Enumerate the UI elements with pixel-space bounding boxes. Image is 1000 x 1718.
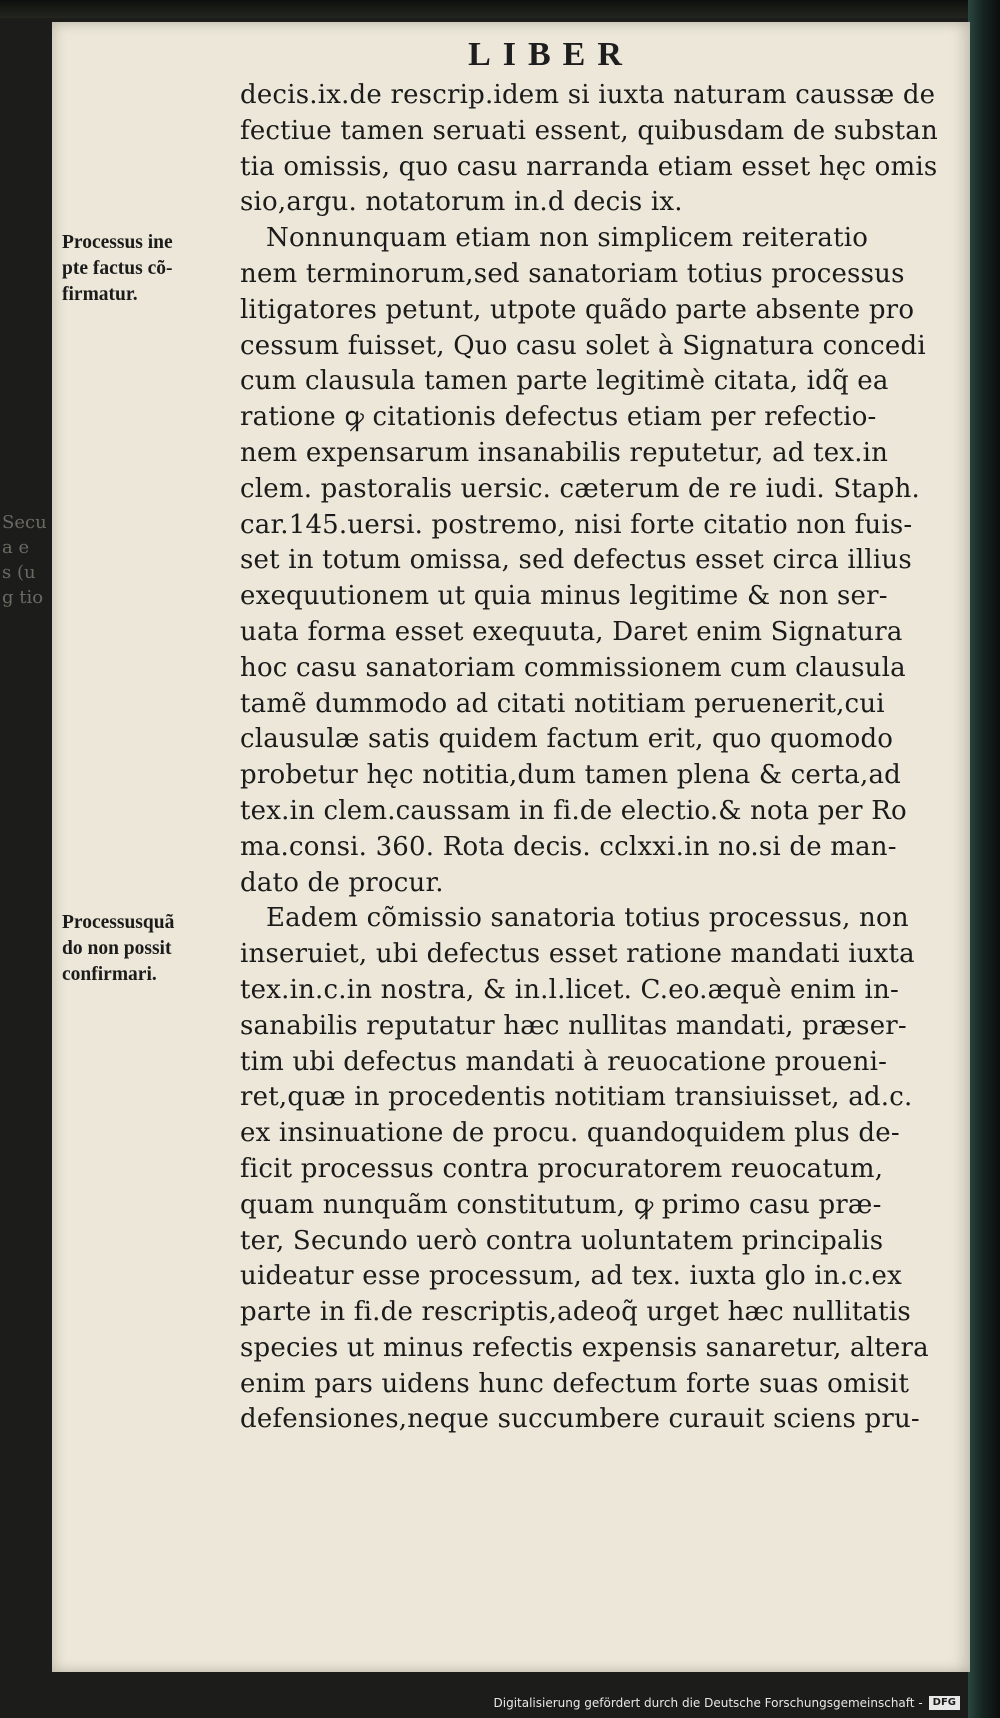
marginal-note-line: firmatur. <box>62 284 138 305</box>
text-line: uideatur esse processum, ad tex. iuxta glo in.c.ex <box>240 1261 902 1292</box>
credit-text: Digitalisierung gefördert durch die Deutsche Forschungsgemeinschaft - <box>493 1695 923 1710</box>
marginal-note-line: do non possit <box>62 938 172 959</box>
bleed-line: s (u <box>2 562 36 583</box>
bleed-line: Secu <box>2 512 47 533</box>
bleed-through-text <box>0 510 52 620</box>
bleed-line: g tio <box>2 587 44 608</box>
text-line: uata forma esset exequuta, Daret enim Signatura <box>240 616 903 647</box>
text-line: clem. pastoralis uersic. cæterum de re iudi. Staph. <box>240 473 920 504</box>
text-line: ex insinuatione de procu. quandoquidem plus de- <box>240 1118 900 1149</box>
text-line: parte in fi.de rescriptis,adeoq̃ urget hæc nullitatis <box>240 1297 911 1328</box>
text-line: tamẽ dummodo ad citati notitiam peruenerit,cui <box>240 688 885 719</box>
text-line: nem expensarum insanabilis reputetur, ad tex.in <box>240 437 889 468</box>
book-edge <box>968 0 1000 1718</box>
text-line: ficit processus contra procuratorem reuocatum, <box>240 1153 884 1184</box>
text-line: species ut minus refectis expensis sanaretur, altera <box>240 1332 929 1363</box>
text-line: ma.consi. 360. Rota decis. cclxxi.in no.si de man- <box>240 831 897 862</box>
marginal-note-2 <box>62 910 232 988</box>
text-line: dato de procur. <box>240 867 444 898</box>
text-line: sanabilis reputatur hæc nullitas mandati, præser- <box>240 1010 907 1041</box>
text-line: decis.ix.de rescrip.idem si iuxta naturam caussæ de <box>240 80 936 110</box>
text-line: probetur hęc notitia,dum tamen plena & certa,ad <box>240 760 901 791</box>
text-line: clausulæ satis quidem factum erit, quo quomodo <box>240 724 894 755</box>
marginal-note-line: Processus ine <box>62 232 173 253</box>
dfg-logo: DFG <box>929 1696 960 1710</box>
text-line: litigatores petunt, utpote quãdo parte absente pro <box>240 294 915 325</box>
text-line: fectiue tamen seruati essent, quibusdam de substan <box>240 115 938 146</box>
marginal-note-line: Processusquã <box>62 912 175 933</box>
text-line: quam nunquãm constitutum, ꝙ primo casu præ- <box>240 1189 882 1220</box>
text-line: sio,argu. notatorum in.d decis ix. <box>240 187 683 218</box>
text-line: nem terminorum,sed sanatoriam totius processus <box>240 258 905 289</box>
text-line: ratione ꝙ citationis defectus etiam per refectio- <box>240 402 877 433</box>
text-line: inseruiet, ubi defectus esset ratione mandati iuxta <box>240 939 915 970</box>
marginal-note-line: pte factus cõ- <box>62 258 173 279</box>
text-line: cessum fuisset, Quo casu solet à Signatura concedi <box>240 330 926 361</box>
text-line: exequutionem ut quia minus legitime & non ser- <box>240 581 888 612</box>
text-line: tia omissis, quo casu narranda etiam esset hęc omis <box>240 151 938 182</box>
body-text <box>240 78 954 1438</box>
paragraph-start-line: Eadem cõmissio sanatoria totius processus, non <box>266 903 909 934</box>
text-line: car.145.uersi. postremo, nisi forte citatio non fuis- <box>240 509 913 540</box>
text-line: defensiones,neque succumbere curauit sciens pru- <box>240 1404 920 1435</box>
text-line: tim ubi defectus mandati à reuocatione proueni- <box>240 1046 888 1077</box>
text-line: ter, Secundo uerò contra uoluntatem principalis <box>240 1225 884 1256</box>
bleed-line: a e <box>2 537 30 558</box>
text-line: ret,quæ in procedentis notitiam transiuisset, ad.c. <box>240 1082 913 1113</box>
text-line: cum clausula tamen parte legitimè citata, idq̃ ea <box>240 366 889 397</box>
book-page <box>52 22 970 1672</box>
scan-top-border <box>0 0 1000 18</box>
marginal-note-1 <box>62 230 232 308</box>
text-line: tex.in.c.in nostra, & in.l.licet. C.eo.æquè enim in- <box>240 974 899 1005</box>
text-line: hoc casu sanatoriam commissionem cum clausula <box>240 652 906 683</box>
paragraph-start-line: Nonnunquam etiam non simplicem reiteratio <box>266 223 869 254</box>
text-line: tex.in clem.caussam in fi.de electio.& nota per Ro <box>240 795 907 826</box>
text-line: set in totum omissa, sed defectus esset circa illius <box>240 545 912 576</box>
text-line: enim pars uidens hunc defectum forte suas omisit <box>240 1368 910 1399</box>
marginal-note-line: confirmari. <box>62 964 157 985</box>
running-head: LIBER <box>468 36 634 73</box>
digitization-credit <box>494 1696 961 1711</box>
